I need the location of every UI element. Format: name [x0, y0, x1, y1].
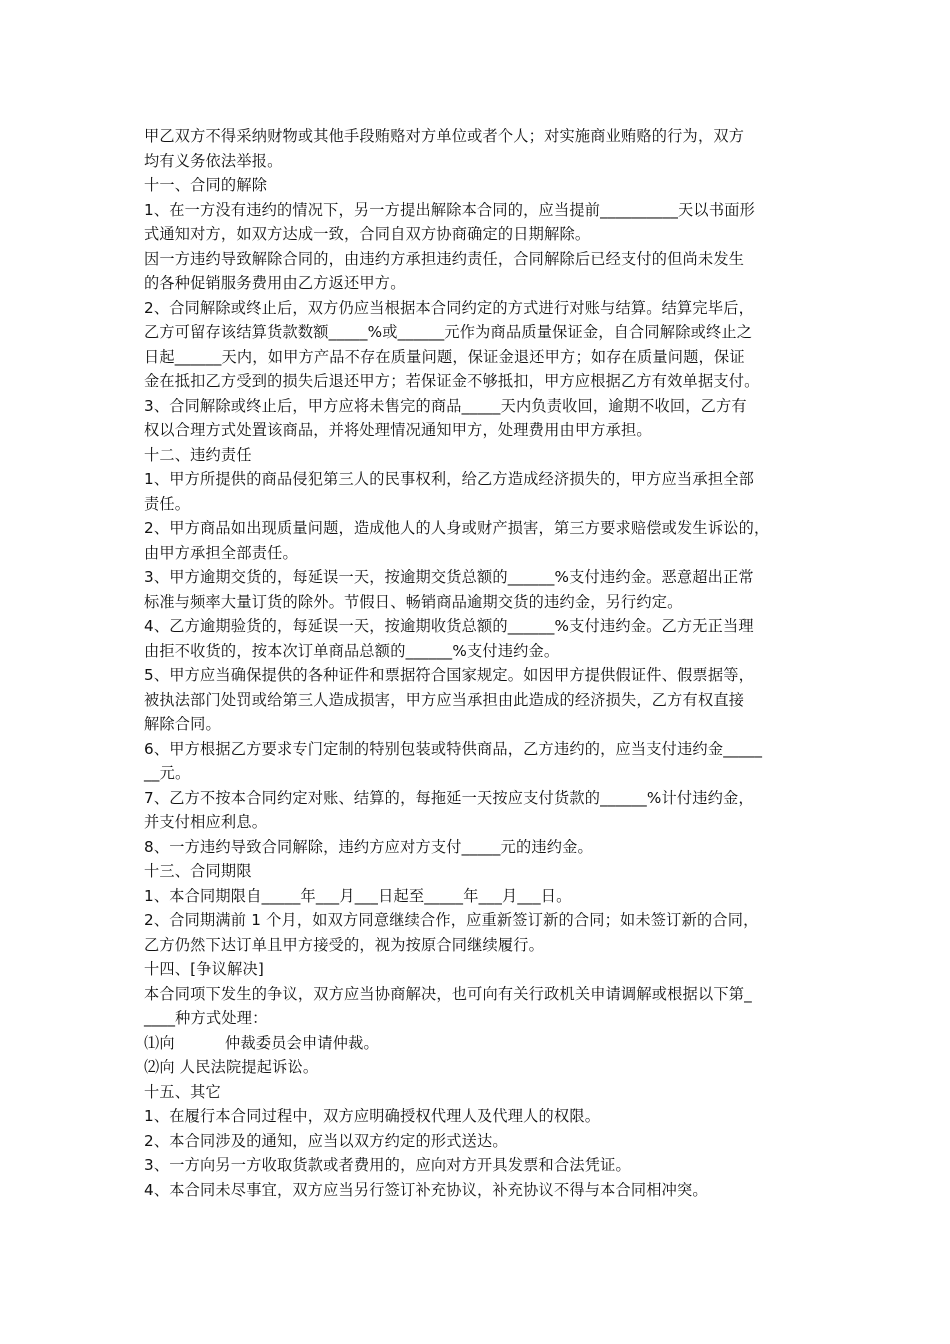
text-line: ⑴向 仲裁委员会申请仲裁。 [144, 1033, 379, 1052]
text-line: 并支付相应利息。 [144, 813, 268, 831]
text-line: 均有义务依法举报。 [144, 151, 283, 170]
text-line: 责任。 [144, 494, 191, 513]
text-line: 5、甲方应当确保提供的各种证件和票据符合国家规定。如因甲方提供假证件、假票据等， [144, 666, 754, 684]
text-line: 2、本合同涉及的通知，应当以双方约定的形式送达。 [144, 1131, 508, 1150]
section-heading: 十一、合同的解除 [144, 176, 268, 194]
text-line: 4、本合同未尽事宜，双方应当另行签订补充协议，补充协议不得与本合同相冲突。 [144, 1180, 708, 1199]
contract-page [144, 124, 816, 1202]
text-line: 被执法部门处罚或给第三人造成损害，甲方应当承担由此造成的经济损失，乙方有权直接 [144, 690, 745, 709]
section-heading: 十四、[争议解决] [144, 960, 264, 978]
text-line: 标准与频率大量订货的除外。节假日、畅销商品逾期交货的违约金，另行约定。 [144, 592, 683, 611]
text-line: 式通知对方，如双方达成一致，合同自双方协商确定的日期解除。 [144, 225, 591, 243]
text-line: 8、一方违约导致合同解除，违约方应对方支付_____元的违约金。 [144, 837, 593, 856]
text-line: 4、乙方逾期验货的，每延误一天，按逾期收货总额的______%支付违约金。乙方无正当理 [144, 617, 754, 635]
text-line: 7、乙方不按本合同约定对账、结算的，每拖延一天按应支付货款的______%计付违约金， [144, 788, 754, 807]
section-heading: 十三、合同期限 [144, 862, 252, 880]
text-line: 1、甲方所提供的商品侵犯第三人的民事权利，给乙方造成经济损失的，甲方应当承担全部 [144, 470, 754, 488]
text-line: 的各种促销服务费用由乙方返还甲方。 [144, 274, 406, 292]
text-line: 本合同项下发生的争议，双方应当协商解决，也可向有关行政机关申请调解或根据以下第_ [144, 984, 752, 1003]
text-line: 3、甲方逾期交货的，每延误一天，按逾期交货总额的______%支付违约金。恶意超出正常 [144, 568, 754, 586]
text-line: 金在抵扣乙方受到的损失后退还甲方；若保证金不够抵扣，甲方应根据乙方有效单据支付。 [144, 372, 760, 390]
text-line: 由甲方承担全部责任。 [144, 543, 298, 562]
text-line: ⑵向 人民法院提起诉讼。 [144, 1058, 319, 1076]
text-line: 甲乙双方不得采纳财物或其他手段贿赂对方单位或者个人；对实施商业贿赂的行为，双方 [144, 127, 745, 145]
text-line: 2、甲方商品如出现质量问题，造成他人的人身或财产损害，第三方要求赔偿或发生诉讼的， [144, 519, 770, 537]
text-line: 乙方可留存该结算货款数额_____%或______元作为商品质量保证金，自合同解除或终止之 [144, 323, 753, 341]
text-line: 日起______天内，如甲方产品不存在质量问题，保证金退还甲方；如存在质量问题，保证 [144, 347, 745, 366]
section-heading: 十五、其它 [144, 1082, 221, 1101]
text-line: 3、一方向另一方收取货款或者费用的，应向对方开具发票和合法凭证。 [144, 1156, 631, 1174]
text-line: 2、合同期满前 1 个月，如双方同意继续合作，应重新签订新的合同；如未签订新的合同， [144, 911, 759, 929]
text-line: __元。 [144, 764, 191, 782]
text-line: 权以合理方式处置该商品，并将处理情况通知甲方，处理费用由甲方承担。 [144, 421, 652, 439]
text-line: 解除合同。 [144, 715, 221, 733]
text-line: 1、在一方没有违约的情况下，另一方提出解除本合同的，应当提前__________天以书面形 [144, 200, 755, 219]
text-line: 乙方仍然下达订单且甲方接受的，视为按原合同继续履行。 [144, 935, 545, 954]
text-line: 3、合同解除或终止后，甲方应将未售完的商品_____天内负责收回，逾期不收回，乙方有 [144, 396, 747, 415]
text-line: 因一方违约导致解除合同的，由违约方承担违约责任，合同解除后已经支付的但尚未发生 [144, 249, 745, 268]
text-line: 1、本合同期限自_____年___月___日起至_____年___月___日。 [144, 886, 572, 905]
text-line: 2、合同解除或终止后，双方仍应当根据本合同约定的方式进行对账与结算。结算完毕后， [144, 298, 754, 317]
text-line: 由拒不收货的，按本次订单商品总额的______%支付违约金。 [144, 641, 560, 660]
text-line: 1、在履行本合同过程中，双方应明确授权代理人及代理人的权限。 [144, 1107, 601, 1125]
section-heading: 十二、违约责任 [144, 445, 252, 464]
text-line: 6、甲方根据乙方要求专门定制的特别包装或特供商品，乙方违约的，应当支付违约金_____ [144, 739, 763, 758]
text-line: ____种方式处理： [144, 1009, 268, 1027]
